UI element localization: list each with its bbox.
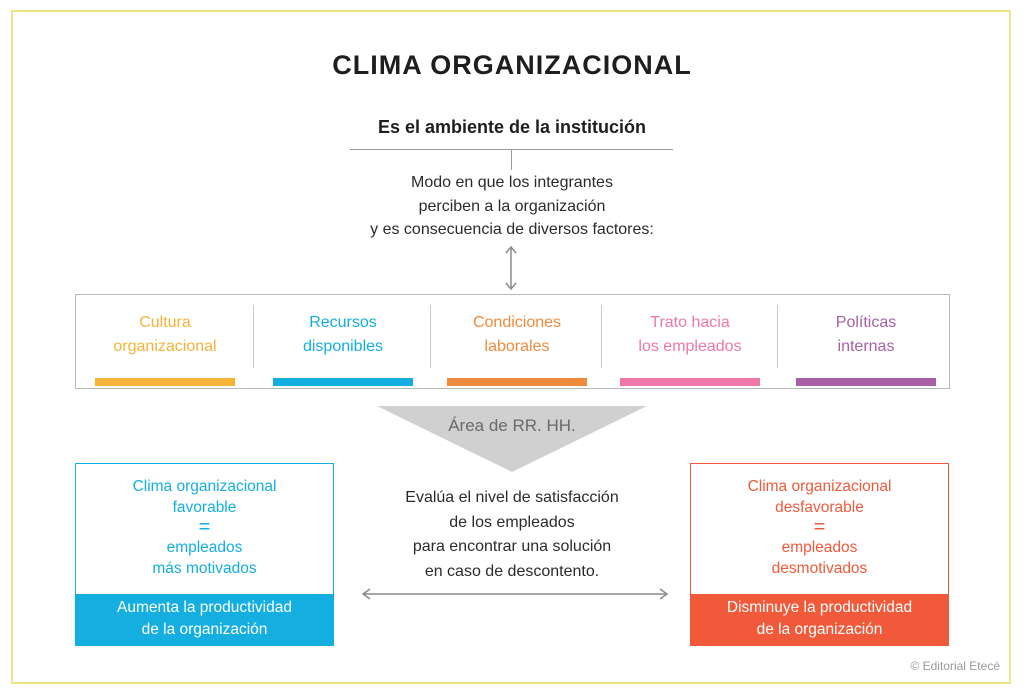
factor-color-bar <box>273 378 413 386</box>
factor-label: Recursos <box>309 314 377 331</box>
card-line: empleados <box>166 539 243 556</box>
card-line: más motivados <box>152 560 257 577</box>
evaluation-line: de los empleados <box>449 513 575 531</box>
factor-label: disponibles <box>302 338 384 355</box>
card-line: empleados <box>781 539 858 556</box>
factors-box <box>75 294 950 389</box>
factor-label: internas <box>837 338 895 355</box>
result-line: Disminuye la productividad <box>726 599 913 616</box>
factor-color-bar <box>796 378 936 386</box>
copyright-notice: © Editorial Etecé <box>910 659 1000 673</box>
factor-label: Condiciones <box>472 314 562 331</box>
factor-color-bar <box>447 378 587 386</box>
diagram-title: CLIMA ORGANIZACIONAL <box>332 50 692 80</box>
result-line: de la organización <box>756 621 883 638</box>
evaluation-line: para encontrar una solución <box>412 538 612 555</box>
factor-label: organizacional <box>113 338 217 355</box>
factor-label: Cultura <box>139 314 191 331</box>
factor-color-bar <box>620 378 760 386</box>
factor-recursos <box>273 311 413 359</box>
equals-sign: = <box>813 516 826 538</box>
connector-line <box>511 150 512 170</box>
factor-trato <box>620 311 760 359</box>
evaluation-line: Evalúa el nivel de satisfacción <box>405 489 619 506</box>
card-line: Clima organizacional <box>132 478 277 495</box>
factor-label: laborales <box>484 338 550 355</box>
evaluation-line: en caso de descontento. <box>424 562 600 580</box>
evaluation-text <box>357 486 667 584</box>
card-line: desfavorable <box>775 499 864 516</box>
factor-label: Políticas <box>835 314 897 331</box>
definition-line: Modo en que los integrantes <box>411 174 613 191</box>
factor-divider <box>430 305 431 368</box>
card-line: favorable <box>172 499 237 516</box>
result-line: Aumenta la productividad <box>117 599 292 616</box>
factor-divider <box>601 305 602 368</box>
favorable-climate-text <box>75 463 334 594</box>
factor-politicas <box>796 311 936 359</box>
equals-sign: = <box>198 516 211 538</box>
factor-divider <box>777 305 778 368</box>
favorable-result-banner <box>75 594 334 646</box>
definition-text <box>0 171 1024 242</box>
card-line: Clima organizacional <box>747 478 892 495</box>
factor-label: los empleados <box>638 338 742 355</box>
factor-cultura <box>95 311 235 359</box>
factor-label: Trato hacia <box>650 314 730 331</box>
definition-line: perciben a la organización <box>418 197 606 215</box>
unfavorable-climate-card <box>690 463 949 646</box>
favorable-climate-card <box>75 463 334 646</box>
factor-condiciones <box>447 311 587 359</box>
unfavorable-climate-text <box>690 463 949 594</box>
card-line: desmotivados <box>771 560 868 577</box>
factor-divider <box>253 305 254 368</box>
factor-color-bar <box>95 378 235 386</box>
hr-area-label: Área de RR. HH. <box>448 416 576 435</box>
double-arrow-vertical <box>503 244 519 292</box>
diagram-subtitle: Es el ambiente de la institución <box>377 117 647 137</box>
double-arrow-horizontal <box>360 586 670 602</box>
definition-line: y es consecuencia de diversos factores: <box>370 221 654 238</box>
result-line: de la organización <box>141 621 268 638</box>
unfavorable-result-banner <box>690 594 949 646</box>
